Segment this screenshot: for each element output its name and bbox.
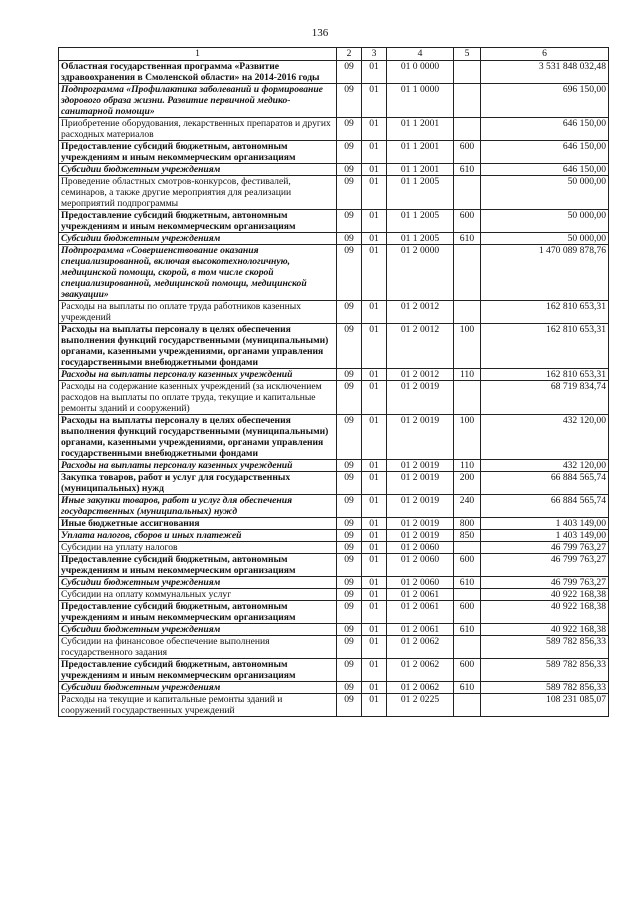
row-expense-type-cell: 240 xyxy=(454,495,481,518)
table-row xyxy=(59,381,609,415)
row-expense-type-cell: 600 xyxy=(454,210,481,233)
row-name-cell: Расходы на выплаты персоналу в целях обеспечения выполнения функций государственными (муниципальными) органами, казенными учреждениями, органами управления государственными внебюджетными фондами xyxy=(59,415,337,460)
row-amount-cell: 432 120,00 xyxy=(481,415,609,460)
table-row xyxy=(59,301,609,324)
row-amount-cell: 3 531 848 032,48 xyxy=(481,61,609,84)
row-expense-type-cell xyxy=(454,542,481,554)
row-subsection-cell: 01 xyxy=(362,118,387,141)
row-amount-cell: 162 810 653,31 xyxy=(481,369,609,381)
row-section-cell: 09 xyxy=(337,636,362,659)
row-subsection-cell: 01 xyxy=(362,659,387,682)
row-amount-cell: 646 150,00 xyxy=(481,118,609,141)
row-expense-type-cell: 100 xyxy=(454,324,481,369)
table-row xyxy=(59,233,609,245)
row-target-code-cell: 01 2 0225 xyxy=(387,694,454,717)
row-section-cell: 09 xyxy=(337,61,362,84)
row-section-cell: 09 xyxy=(337,176,362,210)
row-target-code-cell: 01 2 0060 xyxy=(387,554,454,577)
row-subsection-cell: 01 xyxy=(362,233,387,245)
row-name-cell: Субсидии на финансовое обеспечение выполнения государственного задания xyxy=(59,636,337,659)
table-row xyxy=(59,518,609,530)
table-row xyxy=(59,472,609,495)
row-section-cell: 09 xyxy=(337,554,362,577)
row-name-cell: Расходы на выплаты персоналу казенных учреждений xyxy=(59,460,337,472)
row-section-cell: 09 xyxy=(337,601,362,624)
row-name-cell: Расходы на выплаты персоналу казенных учреждений xyxy=(59,369,337,381)
row-name-cell: Субсидии бюджетным учреждениям xyxy=(59,624,337,636)
table-row xyxy=(59,636,609,659)
row-section-cell: 09 xyxy=(337,682,362,694)
row-amount-cell: 50 000,00 xyxy=(481,176,609,210)
row-name-cell: Подпрограмма «Профилактика заболеваний и формирование здорового образа жизни. Развитие первичной медико-санитарной помощи» xyxy=(59,84,337,118)
row-name-cell: Субсидии на оплату коммунальных услуг xyxy=(59,589,337,601)
row-amount-cell: 696 150,00 xyxy=(481,84,609,118)
row-amount-cell: 46 799 763,27 xyxy=(481,577,609,589)
row-name-cell: Предоставление субсидий бюджетным, автономным учреждениям и иным некоммерческим организациям xyxy=(59,210,337,233)
row-expense-type-cell: 110 xyxy=(454,369,481,381)
row-section-cell: 09 xyxy=(337,245,362,301)
row-subsection-cell: 01 xyxy=(362,601,387,624)
row-expense-type-cell: 600 xyxy=(454,659,481,682)
table-row xyxy=(59,460,609,472)
row-amount-cell: 66 884 565,74 xyxy=(481,472,609,495)
row-expense-type-cell xyxy=(454,694,481,717)
row-amount-cell: 68 719 834,74 xyxy=(481,381,609,415)
row-subsection-cell: 01 xyxy=(362,530,387,542)
row-expense-type-cell xyxy=(454,61,481,84)
row-name-cell: Предоставление субсидий бюджетным, автономным учреждениям и иным некоммерческим организациям xyxy=(59,554,337,577)
table-row xyxy=(59,369,609,381)
row-expense-type-cell: 610 xyxy=(454,233,481,245)
row-subsection-cell: 01 xyxy=(362,682,387,694)
row-name-cell: Субсидии бюджетным учреждениям xyxy=(59,577,337,589)
table-row xyxy=(59,694,609,717)
table-row xyxy=(59,542,609,554)
row-name-cell: Расходы на выплаты по оплате труда работников казенных учреждений xyxy=(59,301,337,324)
row-expense-type-cell: 200 xyxy=(454,472,481,495)
row-target-code-cell: 01 2 0062 xyxy=(387,636,454,659)
row-target-code-cell: 01 2 0000 xyxy=(387,245,454,301)
row-section-cell: 09 xyxy=(337,141,362,164)
row-subsection-cell: 01 xyxy=(362,245,387,301)
table-row xyxy=(59,554,609,577)
row-subsection-cell: 01 xyxy=(362,301,387,324)
row-expense-type-cell xyxy=(454,118,481,141)
row-section-cell: 09 xyxy=(337,495,362,518)
row-target-code-cell: 01 1 2001 xyxy=(387,118,454,141)
row-section-cell: 09 xyxy=(337,118,362,141)
row-target-code-cell: 01 2 0019 xyxy=(387,530,454,542)
row-expense-type-cell: 610 xyxy=(454,682,481,694)
row-expense-type-cell: 100 xyxy=(454,415,481,460)
table-row xyxy=(59,245,609,301)
row-subsection-cell: 01 xyxy=(362,381,387,415)
row-expense-type-cell xyxy=(454,381,481,415)
row-subsection-cell: 01 xyxy=(362,472,387,495)
row-name-cell: Иные закупки товаров, работ и услуг для обеспечения государственных (муниципальных) нужд xyxy=(59,495,337,518)
row-subsection-cell: 01 xyxy=(362,369,387,381)
row-name-cell: Предоставление субсидий бюджетным, автономным учреждениям и иным некоммерческим организациям xyxy=(59,601,337,624)
table-row xyxy=(59,577,609,589)
row-name-cell: Подпрограмма «Совершенствование оказания специализированной, включая высокотехнологичную, медицинской помощи, скорой, в том числе скорой специализированной, медицинской помощи, медицинской эвакуации» xyxy=(59,245,337,301)
row-section-cell: 09 xyxy=(337,694,362,717)
row-expense-type-cell: 610 xyxy=(454,164,481,176)
row-target-code-cell: 01 1 2001 xyxy=(387,164,454,176)
table-row xyxy=(59,659,609,682)
row-name-cell: Областная государственная программа «Развитие здравоохранения в Смоленской области» на 2014-2016 годы xyxy=(59,61,337,84)
row-target-code-cell: 01 2 0062 xyxy=(387,659,454,682)
row-subsection-cell: 01 xyxy=(362,542,387,554)
row-target-code-cell: 01 1 2001 xyxy=(387,141,454,164)
row-expense-type-cell xyxy=(454,176,481,210)
row-name-cell: Закупка товаров, работ и услуг для государственных (муниципальных) нужд xyxy=(59,472,337,495)
row-target-code-cell: 01 1 2005 xyxy=(387,176,454,210)
row-amount-cell: 50 000,00 xyxy=(481,233,609,245)
row-amount-cell: 646 150,00 xyxy=(481,141,609,164)
row-section-cell: 09 xyxy=(337,301,362,324)
row-target-code-cell: 01 2 0012 xyxy=(387,301,454,324)
table-row xyxy=(59,624,609,636)
row-subsection-cell: 01 xyxy=(362,61,387,84)
row-amount-cell: 432 120,00 xyxy=(481,460,609,472)
row-target-code-cell: 01 2 0061 xyxy=(387,624,454,636)
row-amount-cell: 46 799 763,27 xyxy=(481,542,609,554)
row-amount-cell: 66 884 565,74 xyxy=(481,495,609,518)
row-name-cell: Расходы на текущие и капитальные ремонты зданий и сооружений государственных учреждений xyxy=(59,694,337,717)
header-col-3: 3 xyxy=(362,48,387,61)
header-col-6: 6 xyxy=(481,48,609,61)
row-expense-type-cell xyxy=(454,245,481,301)
row-section-cell: 09 xyxy=(337,381,362,415)
row-name-cell: Субсидии на уплату налогов xyxy=(59,542,337,554)
row-expense-type-cell: 610 xyxy=(454,577,481,589)
table-row xyxy=(59,118,609,141)
row-amount-cell: 40 922 168,38 xyxy=(481,589,609,601)
table-row xyxy=(59,210,609,233)
row-expense-type-cell xyxy=(454,636,481,659)
row-amount-cell: 162 810 653,31 xyxy=(481,324,609,369)
row-target-code-cell: 01 0 0000 xyxy=(387,61,454,84)
row-expense-type-cell: 600 xyxy=(454,554,481,577)
table-row xyxy=(59,324,609,369)
row-subsection-cell: 01 xyxy=(362,495,387,518)
row-expense-type-cell xyxy=(454,589,481,601)
row-section-cell: 09 xyxy=(337,210,362,233)
row-subsection-cell: 01 xyxy=(362,164,387,176)
row-subsection-cell: 01 xyxy=(362,554,387,577)
header-row xyxy=(59,48,609,61)
row-target-code-cell: 01 2 0060 xyxy=(387,542,454,554)
row-target-code-cell: 01 1 2005 xyxy=(387,210,454,233)
table-row xyxy=(59,415,609,460)
row-name-cell: Предоставление субсидий бюджетным, автономным учреждениям и иным некоммерческим организациям xyxy=(59,659,337,682)
row-target-code-cell: 01 2 0019 xyxy=(387,495,454,518)
row-target-code-cell: 01 2 0019 xyxy=(387,518,454,530)
row-amount-cell: 40 922 168,38 xyxy=(481,624,609,636)
row-subsection-cell: 01 xyxy=(362,176,387,210)
row-expense-type-cell: 800 xyxy=(454,518,481,530)
row-amount-cell: 40 922 168,38 xyxy=(481,601,609,624)
row-target-code-cell: 01 2 0019 xyxy=(387,381,454,415)
table-row xyxy=(59,176,609,210)
row-name-cell: Субсидии бюджетным учреждениям xyxy=(59,682,337,694)
row-name-cell: Проведение областных смотров-конкурсов, фестивалей, семинаров, а также другие мероприятия для реализации мероприятий подпрограммы xyxy=(59,176,337,210)
header-col-4: 4 xyxy=(387,48,454,61)
row-target-code-cell: 01 2 0062 xyxy=(387,682,454,694)
row-section-cell: 09 xyxy=(337,369,362,381)
row-subsection-cell: 01 xyxy=(362,589,387,601)
row-expense-type-cell xyxy=(454,84,481,118)
row-subsection-cell: 01 xyxy=(362,460,387,472)
row-section-cell: 09 xyxy=(337,542,362,554)
row-subsection-cell: 01 xyxy=(362,636,387,659)
row-amount-cell: 589 782 856,33 xyxy=(481,659,609,682)
row-name-cell: Расходы на выплаты персоналу в целях обеспечения выполнения функций государственными (муниципальными) органами, казенными учреждениями, органами управления государственными внебюджетными фондами xyxy=(59,324,337,369)
row-section-cell: 09 xyxy=(337,472,362,495)
row-subsection-cell: 01 xyxy=(362,518,387,530)
row-name-cell: Субсидии бюджетным учреждениям xyxy=(59,164,337,176)
row-amount-cell: 108 231 085,07 xyxy=(481,694,609,717)
row-target-code-cell: 01 1 0000 xyxy=(387,84,454,118)
row-target-code-cell: 01 2 0061 xyxy=(387,589,454,601)
row-amount-cell: 646 150,00 xyxy=(481,164,609,176)
row-subsection-cell: 01 xyxy=(362,415,387,460)
row-target-code-cell: 01 2 0061 xyxy=(387,601,454,624)
row-subsection-cell: 01 xyxy=(362,624,387,636)
row-name-cell: Расходы на содержание казенных учреждений (за исключением расходов на выплаты по оплате труда, текущие и капитальные ремонты зданий и сооружений) xyxy=(59,381,337,415)
row-section-cell: 09 xyxy=(337,518,362,530)
row-target-code-cell: 01 2 0012 xyxy=(387,369,454,381)
row-amount-cell: 50 000,00 xyxy=(481,210,609,233)
row-subsection-cell: 01 xyxy=(362,694,387,717)
row-section-cell: 09 xyxy=(337,460,362,472)
row-section-cell: 09 xyxy=(337,415,362,460)
row-section-cell: 09 xyxy=(337,84,362,118)
row-section-cell: 09 xyxy=(337,233,362,245)
row-name-cell: Уплата налогов, сборов и иных платежей xyxy=(59,530,337,542)
header-col-1: 1 xyxy=(59,48,337,61)
row-section-cell: 09 xyxy=(337,624,362,636)
row-section-cell: 09 xyxy=(337,164,362,176)
table-row xyxy=(59,682,609,694)
table-row xyxy=(59,84,609,118)
row-subsection-cell: 01 xyxy=(362,577,387,589)
page-number: 136 xyxy=(311,27,329,39)
row-amount-cell: 1 403 149,00 xyxy=(481,530,609,542)
row-amount-cell: 162 810 653,31 xyxy=(481,301,609,324)
row-name-cell: Предоставление субсидий бюджетным, автономным учреждениям и иным некоммерческим организациям xyxy=(59,141,337,164)
row-expense-type-cell: 600 xyxy=(454,141,481,164)
row-target-code-cell: 01 2 0019 xyxy=(387,472,454,495)
row-target-code-cell: 01 2 0019 xyxy=(387,460,454,472)
row-target-code-cell: 01 2 0019 xyxy=(387,415,454,460)
row-section-cell: 09 xyxy=(337,324,362,369)
header-col-5: 5 xyxy=(454,48,481,61)
row-name-cell: Приобретение оборудования, лекарственных препаратов и других расходных материалов xyxy=(59,118,337,141)
row-expense-type-cell: 110 xyxy=(454,460,481,472)
row-name-cell: Субсидии бюджетным учреждениям xyxy=(59,233,337,245)
row-amount-cell: 589 782 856,33 xyxy=(481,636,609,659)
row-target-code-cell: 01 2 0060 xyxy=(387,577,454,589)
header-col-2: 2 xyxy=(337,48,362,61)
row-expense-type-cell: 850 xyxy=(454,530,481,542)
row-expense-type-cell: 610 xyxy=(454,624,481,636)
table-row xyxy=(59,495,609,518)
row-section-cell: 09 xyxy=(337,589,362,601)
budget-table xyxy=(58,47,609,717)
row-subsection-cell: 01 xyxy=(362,141,387,164)
table-row xyxy=(59,601,609,624)
row-name-cell: Иные бюджетные ассигнования xyxy=(59,518,337,530)
row-subsection-cell: 01 xyxy=(362,324,387,369)
row-target-code-cell: 01 1 2005 xyxy=(387,233,454,245)
table-row xyxy=(59,61,609,84)
table-row xyxy=(59,164,609,176)
row-amount-cell: 46 799 763,27 xyxy=(481,554,609,577)
table-row xyxy=(59,589,609,601)
table-row xyxy=(59,141,609,164)
row-amount-cell: 589 782 856,33 xyxy=(481,682,609,694)
row-expense-type-cell: 600 xyxy=(454,601,481,624)
row-subsection-cell: 01 xyxy=(362,84,387,118)
row-amount-cell: 1 470 089 878,76 xyxy=(481,245,609,301)
row-target-code-cell: 01 2 0012 xyxy=(387,324,454,369)
row-subsection-cell: 01 xyxy=(362,210,387,233)
row-section-cell: 09 xyxy=(337,659,362,682)
row-section-cell: 09 xyxy=(337,577,362,589)
row-expense-type-cell xyxy=(454,301,481,324)
row-section-cell: 09 xyxy=(337,530,362,542)
row-amount-cell: 1 403 149,00 xyxy=(481,518,609,530)
table-row xyxy=(59,530,609,542)
